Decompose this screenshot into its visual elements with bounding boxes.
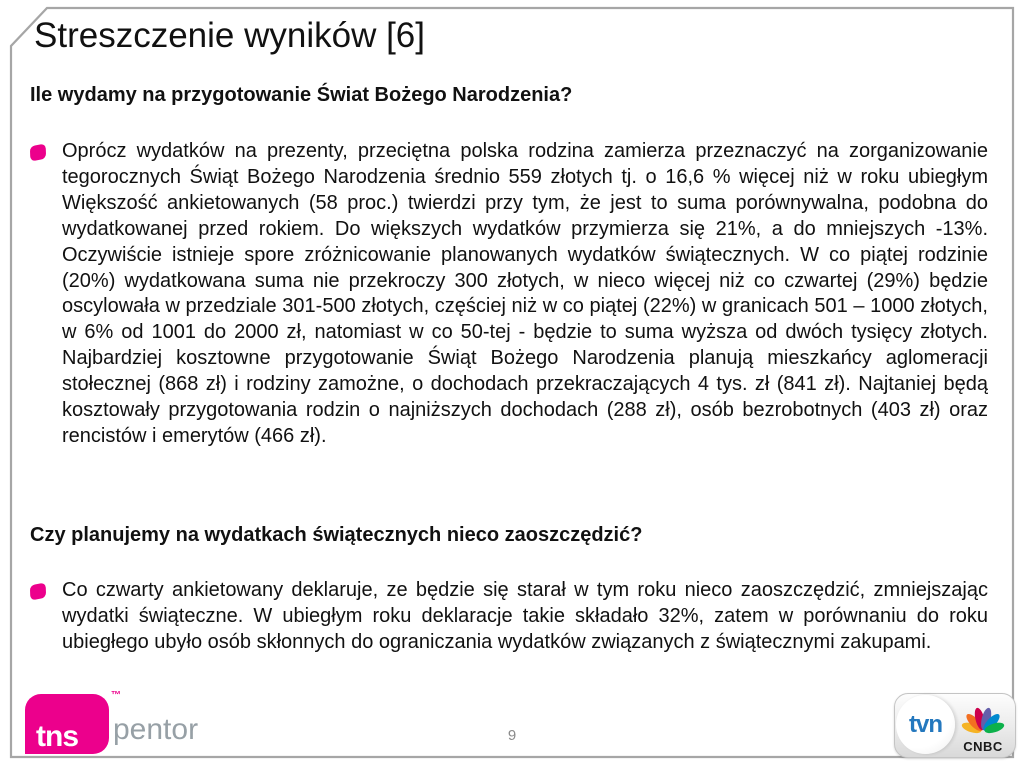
tns-pentor-logo — [25, 694, 109, 754]
bullet-item-saving — [30, 578, 988, 656]
tvn-logo-text: tvn — [909, 710, 942, 738]
tvn-circle — [896, 695, 955, 754]
nbc-peacock-icon — [957, 697, 1009, 735]
tvn-cnbc-logo — [894, 693, 1016, 758]
page-number: 9 — [507, 727, 517, 744]
bullet-square-icon — [30, 583, 46, 601]
bullet-text-spending: Oprócz wydatków na prezenty, przeciętna polska rodzina zamierza przeznaczyć na zorganizowanie tegorocznych Świąt Bożego Narodzenia średnio 559 złotych tj. o 16,6 % więcej niż w roku ubiegłym Większość ankietowanych (58 proc.) twierdzi przy tym, że jest to suma porównywalna, podobna do wydatkowanej przed rokiem. Do większych wydatków przymierza się 21%, a do mniejszych -13%. Oczywiście istnieje spore zróżnicowanie planowanych wydatków świątecznych. W co piątej rodzinie (20%) wydatkowana suma nie przekroczy 300 złotych, w nieco więcej niż co czwartej (29%) będzie oscylowała w przedziale 301-500 złotych, częściej niż w co piątej (22%) w granicach 501 – 1000 złotych, w 6% od 1001 do 2000 zł, natomiast w co 50-tej - będzie to suma wyższa od dwóch tysięcy złotych. Najbardziej kosztowne przygotowanie Świąt Bożego Narodzenia planują mieszkańcy aglomeracji stołecznej (868 zł) i rodziny zamożne, o dochodach przekraczających 4 tys. zł (841 zł). Najtaniej będą kosztowały przygotowania rodzin o najniższych dochodach (288 zł), osób bezrobotnych (403 zł) oraz rencistów i emerytów (466 zł). — [62, 140, 988, 447]
bullet-text-saving: Co czwarty ankietowany deklaruje, ze będzie się starał w tym roku nieco zaoszczędzić, zmniejszając wydatki świąteczne. W ubiegłym roku deklaracje takie składało 32%, zatem w porównaniu do roku ubiegłego ubyło osób skłonnych do ograniczania wydatków związanych z świątecznymi zakupami. — [62, 579, 988, 653]
cnbc-logo-text: CNBC — [963, 739, 1003, 754]
section-heading-saving: Czy planujemy na wydatkach świątecznych nieco zaoszczędzić? — [30, 524, 643, 546]
bullet-square-icon — [30, 144, 46, 162]
bullet-item-spending — [30, 139, 988, 450]
slide-title: Streszczenie wyników [6] — [34, 16, 425, 55]
trademark-symbol: ™ — [111, 690, 121, 701]
section-heading-spending: Ile wydamy na przygotowanie Świat Bożego Narodzenia? — [30, 84, 573, 106]
pentor-logo-text: pentor — [113, 713, 199, 746]
tns-logo-text: tns — [36, 720, 78, 753]
